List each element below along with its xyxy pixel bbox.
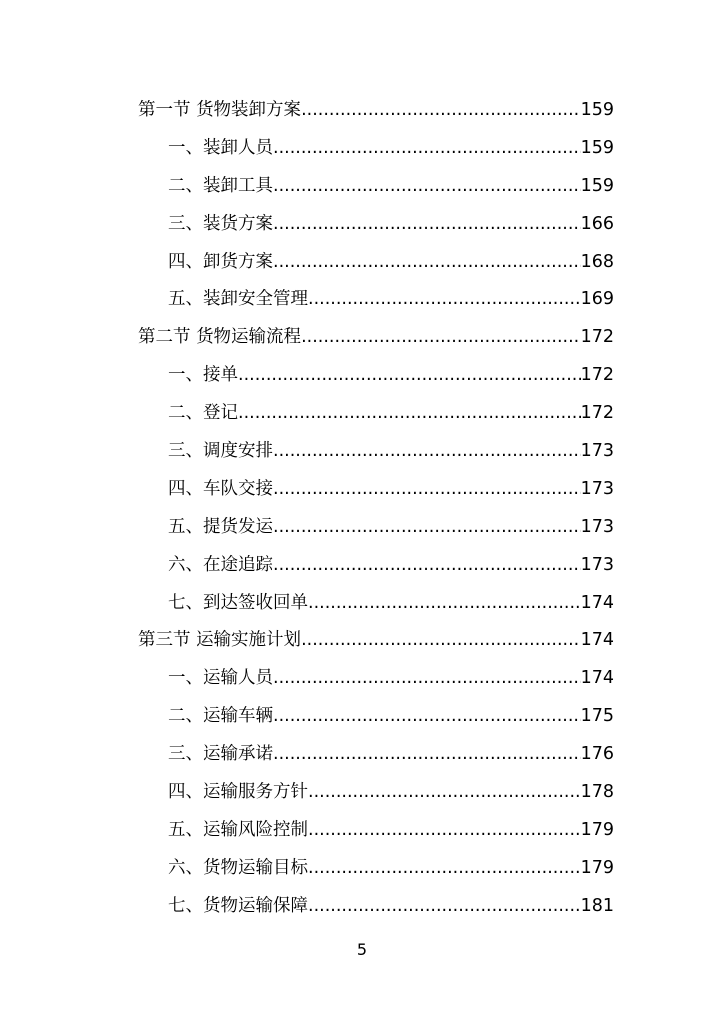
toc-entry-title: 五、运输风险控制 bbox=[168, 819, 308, 840]
toc-subsection-entry[interactable] bbox=[138, 168, 614, 206]
toc-dot-leader bbox=[301, 319, 581, 357]
toc-entry-title: 六、在途追踪 bbox=[168, 554, 273, 575]
toc-dot-leader bbox=[308, 774, 581, 812]
toc-subsection-entry[interactable] bbox=[138, 547, 614, 585]
toc-dot-leader bbox=[273, 433, 581, 471]
toc-dot-leader bbox=[308, 585, 581, 623]
toc-entry-page-number: 176 bbox=[580, 744, 614, 765]
toc-subsection-entry[interactable] bbox=[138, 244, 614, 282]
toc-subsection-entry[interactable] bbox=[138, 471, 614, 509]
toc-subsection-entry[interactable] bbox=[138, 395, 614, 433]
toc-entry-page-number: 172 bbox=[580, 403, 614, 424]
page-number: 5 bbox=[356, 940, 368, 959]
toc-entry-title: 四、卸货方案 bbox=[168, 251, 273, 272]
toc-entry-title: 第一节 货物装卸方案 bbox=[138, 100, 302, 120]
toc-dot-leader bbox=[273, 206, 581, 244]
toc-subsection-entry[interactable] bbox=[138, 509, 614, 547]
toc-entry-page-number: 172 bbox=[580, 365, 614, 386]
toc-entry-title: 第三节 运输实施计划 bbox=[138, 630, 302, 651]
toc-entry-page-number: 173 bbox=[580, 554, 614, 575]
toc-section-entry[interactable] bbox=[138, 319, 614, 357]
toc-dot-leader bbox=[301, 92, 581, 130]
toc-entry-page-number: 172 bbox=[580, 327, 614, 348]
toc-dot-leader bbox=[273, 547, 581, 585]
toc-subsection-entry[interactable] bbox=[138, 433, 614, 471]
toc-entry-title: 第二节 货物运输流程 bbox=[138, 327, 302, 348]
toc-subsection-entry[interactable] bbox=[138, 660, 614, 698]
toc-entry-page-number: 175 bbox=[580, 706, 614, 727]
toc-entry-title: 一、装卸人员 bbox=[168, 137, 273, 158]
toc-dot-leader bbox=[273, 130, 581, 168]
toc-entry-title: 七、货物运输保障 bbox=[168, 895, 308, 916]
toc-dot-leader bbox=[308, 812, 581, 850]
toc-dot-leader bbox=[273, 509, 581, 547]
toc-entry-title: 一、运输人员 bbox=[168, 668, 273, 689]
toc-dot-leader bbox=[301, 622, 581, 660]
toc-entry-title: 四、运输服务方针 bbox=[168, 782, 308, 803]
toc-dot-leader bbox=[238, 357, 581, 395]
toc-dot-leader bbox=[273, 244, 581, 282]
toc-entry-page-number: 174 bbox=[580, 630, 614, 651]
toc-entry-page-number: 159 bbox=[580, 175, 614, 196]
toc-subsection-entry[interactable] bbox=[138, 281, 614, 319]
toc-subsection-entry[interactable] bbox=[138, 585, 614, 623]
toc-entry-page-number: 166 bbox=[580, 213, 614, 234]
toc-entry-page-number: 179 bbox=[580, 857, 614, 878]
toc-dot-leader bbox=[238, 395, 581, 433]
toc-entry-title: 三、运输承诺 bbox=[168, 744, 273, 765]
toc-subsection-entry[interactable] bbox=[138, 130, 614, 168]
toc-entry-page-number: 159 bbox=[580, 137, 614, 158]
toc-dot-leader bbox=[308, 888, 581, 926]
toc-section-entry[interactable] bbox=[138, 622, 614, 660]
toc-subsection-entry[interactable] bbox=[138, 888, 614, 926]
toc-dot-leader bbox=[273, 736, 581, 774]
toc-dot-leader bbox=[308, 850, 581, 888]
toc-subsection-entry[interactable] bbox=[138, 206, 614, 244]
toc-dot-leader bbox=[273, 471, 581, 509]
toc-entry-page-number: 174 bbox=[580, 592, 614, 613]
toc-entry-title: 二、登记 bbox=[168, 403, 238, 424]
toc-entry-page-number: 174 bbox=[580, 668, 614, 689]
toc-subsection-entry[interactable] bbox=[138, 850, 614, 888]
toc-subsection-entry[interactable] bbox=[138, 774, 614, 812]
toc-entry-page-number: 173 bbox=[580, 516, 614, 537]
toc-dot-leader bbox=[273, 660, 581, 698]
table-of-contents bbox=[138, 92, 614, 926]
toc-subsection-entry[interactable] bbox=[138, 357, 614, 395]
toc-dot-leader bbox=[273, 168, 581, 206]
toc-subsection-entry[interactable] bbox=[138, 698, 614, 736]
toc-dot-leader bbox=[308, 281, 581, 319]
toc-entry-title: 二、运输车辆 bbox=[168, 706, 273, 727]
toc-entry-title: 六、货物运输目标 bbox=[168, 857, 308, 878]
toc-entry-title: 五、装卸安全管理 bbox=[168, 289, 308, 310]
toc-entry-title: 三、调度安排 bbox=[168, 441, 273, 462]
toc-entry-title: 一、接单 bbox=[168, 365, 238, 386]
toc-subsection-entry[interactable] bbox=[138, 812, 614, 850]
toc-entry-title: 二、装卸工具 bbox=[168, 175, 273, 196]
toc-entry-page-number: 169 bbox=[580, 289, 614, 310]
toc-entry-title: 五、提货发运 bbox=[168, 516, 273, 537]
toc-entry-page-number: 168 bbox=[580, 251, 614, 272]
toc-dot-leader bbox=[273, 698, 581, 736]
toc-subsection-entry[interactable] bbox=[138, 736, 614, 774]
toc-entry-title: 四、车队交接 bbox=[168, 478, 273, 499]
toc-entry-title: 三、装货方案 bbox=[168, 213, 273, 234]
toc-entry-page-number: 173 bbox=[580, 441, 614, 462]
toc-entry-title: 七、到达签收回单 bbox=[168, 592, 308, 613]
toc-entry-page-number: 178 bbox=[580, 782, 614, 803]
toc-entry-page-number: 181 bbox=[580, 895, 614, 916]
toc-section-entry[interactable] bbox=[138, 92, 614, 130]
toc-entry-page-number: 179 bbox=[580, 819, 614, 840]
toc-entry-page-number: 173 bbox=[580, 478, 614, 499]
toc-entry-page-number: 159 bbox=[580, 100, 614, 120]
